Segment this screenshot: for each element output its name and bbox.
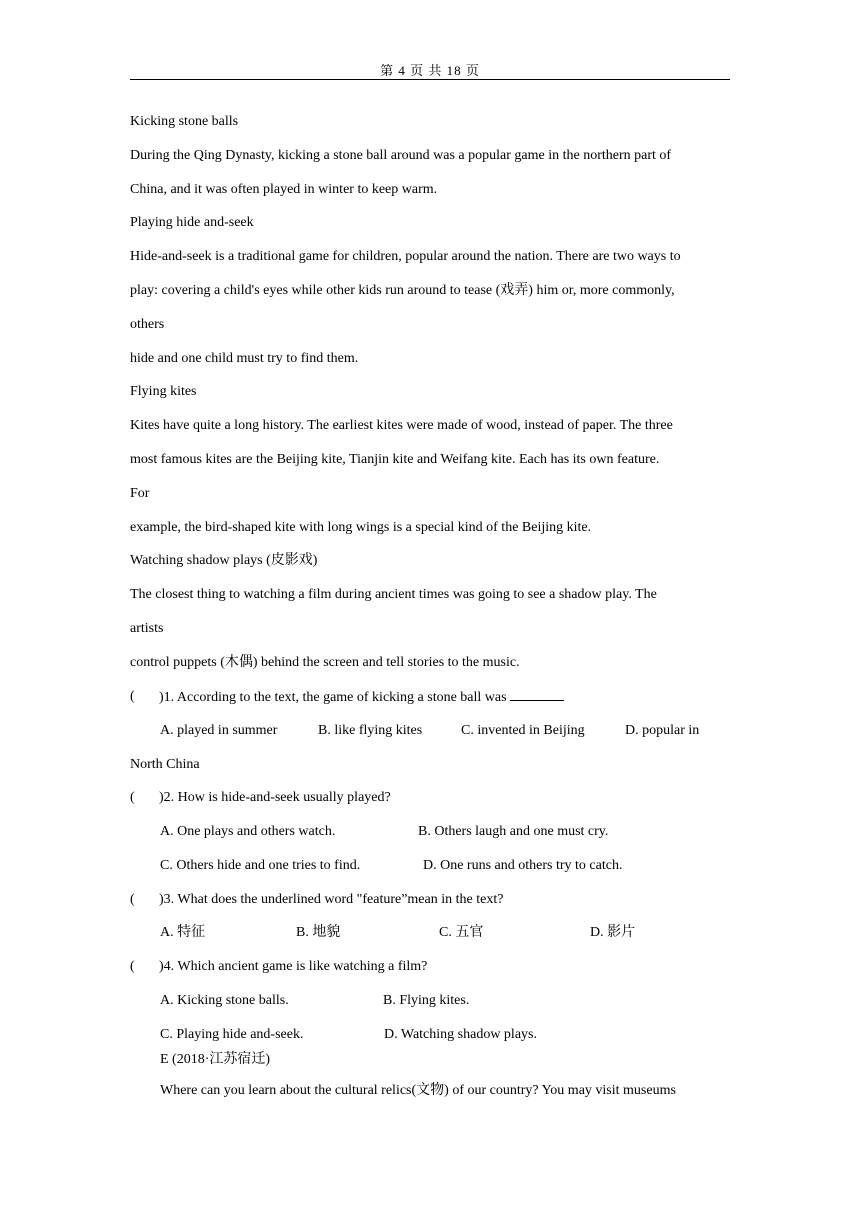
- q2-option-b[interactable]: B. Others laugh and one must cry.: [418, 824, 609, 839]
- header-rule: [130, 79, 730, 80]
- paragraph-line: artists: [130, 621, 164, 636]
- q1-option-d-continued: North China: [130, 757, 200, 772]
- paragraph-line: others: [130, 317, 165, 332]
- q3-option-c[interactable]: C. 五官: [439, 925, 484, 940]
- section-title-kicking: Kicking stone balls: [130, 114, 239, 129]
- q3-option-b[interactable]: B. 地貌: [296, 925, 341, 940]
- section-e-paragraph-line: Where can you learn about the cultural relics(文物) of our country? You may visit museums: [160, 1083, 676, 1098]
- q1-option-a[interactable]: A. played in summer: [160, 723, 278, 738]
- section-title-hide: Playing hide and-seek: [130, 215, 254, 230]
- question-3-paren: (: [130, 892, 135, 907]
- paragraph-line: play: covering a child's eyes while other kids run around to tease (戏弄) him or, more commonly,: [130, 283, 675, 298]
- q3-option-d[interactable]: D. 影片: [590, 925, 636, 940]
- q4-option-a[interactable]: A. Kicking stone balls.: [160, 993, 289, 1008]
- question-2-stem: )2. How is hide-and-seek usually played?: [159, 790, 391, 805]
- q4-option-c[interactable]: C. Playing hide and-seek.: [160, 1027, 304, 1042]
- q1-option-b[interactable]: B. like flying kites: [318, 723, 423, 738]
- paragraph-line: China, and it was often played in winter to keep warm.: [130, 182, 438, 197]
- q4-option-b[interactable]: B. Flying kites.: [383, 993, 470, 1008]
- paragraph-line: For: [130, 486, 150, 501]
- q3-option-a[interactable]: A. 特征: [160, 925, 206, 940]
- question-4-stem: )4. Which ancient game is like watching a film?: [159, 959, 428, 974]
- question-3-stem: )3. What does the underlined word "feature”mean in the text?: [159, 892, 504, 907]
- answer-blank[interactable]: [510, 688, 564, 701]
- paragraph-line: example, the bird-shaped kite with long wings is a special kind of the Beijing kite.: [130, 520, 592, 535]
- question-1-paren: (: [130, 689, 135, 704]
- paragraph-line: The closest thing to watching a film during ancient times was going to see a shadow play. The: [130, 587, 657, 602]
- question-1: [159, 688, 564, 707]
- section-e-heading: E (2018·江苏宿迁): [160, 1052, 271, 1067]
- page-header: 第 4 页 共 18 页: [380, 63, 480, 78]
- q2-option-d[interactable]: D. One runs and others try to catch.: [423, 858, 623, 873]
- q4-option-d[interactable]: D. Watching shadow plays.: [384, 1027, 537, 1042]
- q2-option-c[interactable]: C. Others hide and one tries to find.: [160, 858, 361, 873]
- paragraph-line: Hide-and-seek is a traditional game for children, popular around the nation. There are two ways to: [130, 249, 681, 264]
- q1-option-c[interactable]: C. invented in Beijing: [461, 723, 585, 738]
- paragraph-line: During the Qing Dynasty, kicking a stone ball around was a popular game in the northern part of: [130, 148, 672, 163]
- question-2-paren: (: [130, 790, 135, 805]
- paragraph-line: Kites have quite a long history. The earliest kites were made of wood, instead of paper. The three: [130, 418, 673, 433]
- section-title-shadow: Watching shadow plays (皮影戏): [130, 553, 318, 568]
- section-title-kites: Flying kites: [130, 384, 197, 399]
- q1-option-d[interactable]: D. popular in: [625, 723, 700, 738]
- question-4-paren: (: [130, 959, 135, 974]
- q2-option-a[interactable]: A. One plays and others watch.: [160, 824, 336, 839]
- paragraph-line: control puppets (木偶) behind the screen and tell stories to the music.: [130, 655, 520, 670]
- paragraph-line: hide and one child must try to find them.: [130, 351, 359, 366]
- question-1-stem: )1. According to the text, the game of kicking a stone ball was: [159, 690, 507, 705]
- paragraph-line: most famous kites are the Beijing kite, Tianjin kite and Weifang kite. Each has its own feature.: [130, 452, 660, 467]
